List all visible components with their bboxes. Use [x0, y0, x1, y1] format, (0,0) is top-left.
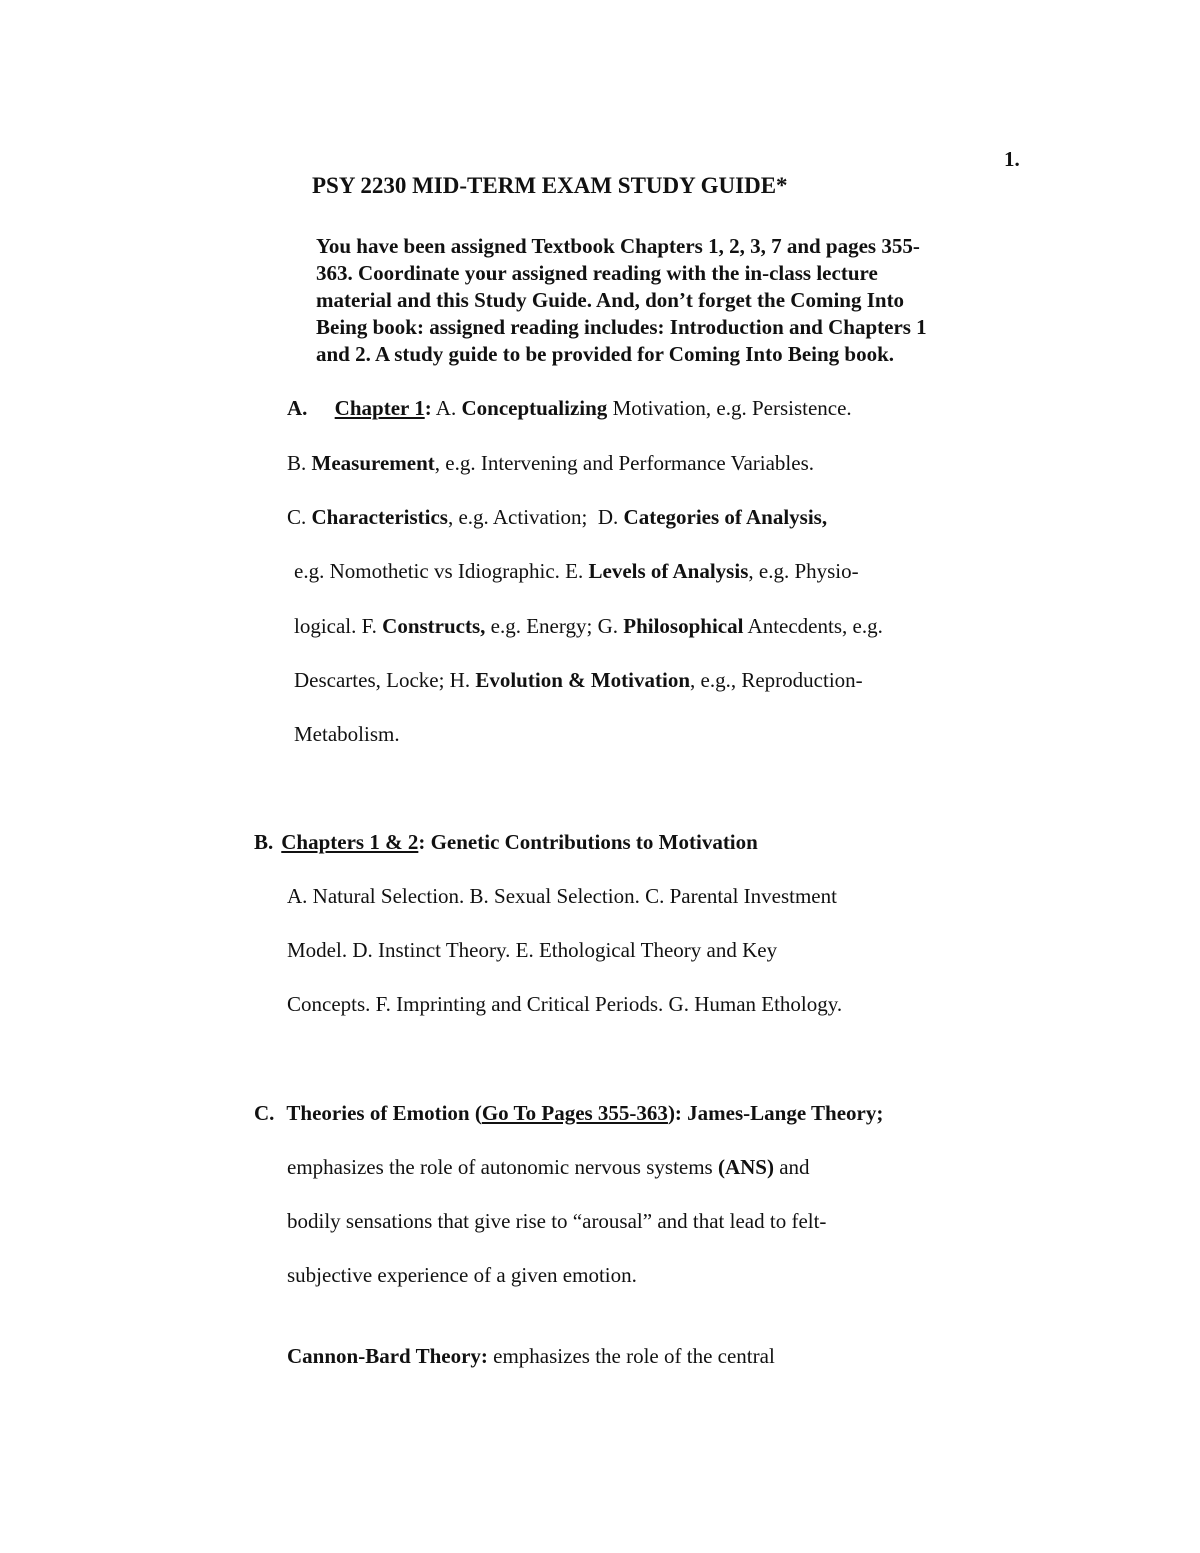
term: Cannon-Bard Theory: — [287, 1344, 488, 1368]
page-title: PSY 2230 MID-TERM EXAM STUDY GUIDE* — [312, 173, 788, 198]
text: , e.g. Activation; D. — [447, 505, 624, 529]
text: A. — [431, 396, 462, 420]
section-a-heading: Chapter 1 — [334, 396, 425, 420]
section-a-line-2 — [287, 450, 814, 476]
section-c-cannon-line — [287, 1343, 775, 1369]
text: Motivation, e.g. Persistence. — [607, 396, 852, 420]
term: Evolution & Motivation — [475, 668, 691, 692]
text: e.g. Nomothetic vs Idiographic. E. — [294, 559, 589, 583]
term: Constructs, — [382, 614, 486, 638]
section-b-heading: Chapters 1 & 2 — [281, 830, 419, 854]
section-b-subtitle: : Genetic Contributions to Motivation — [418, 830, 758, 854]
section-b-heading-line — [254, 829, 758, 855]
text: Antecdents, e.g. — [743, 614, 883, 638]
text: and — [773, 1155, 810, 1179]
section-c-marker: C. — [254, 1101, 275, 1125]
text: B. — [287, 451, 312, 475]
section-c-line-3: subjective experience of a given emotion. — [287, 1263, 637, 1287]
intro-line: 363. Coordinate your assigned reading with the in-class lecture — [316, 261, 878, 285]
section-c-heading: Theories of Emotion ( — [286, 1101, 482, 1125]
section-b-line: Model. D. Instinct Theory. E. Ethological Theory and Key — [287, 938, 778, 962]
section-a-line-7: Metabolism. — [294, 722, 400, 746]
term: Conceptualizing — [461, 396, 608, 420]
term: Characteristics — [311, 505, 448, 529]
intro-line: material and this Study Guide. And, don’t forget the Coming Into — [316, 288, 905, 312]
intro-line: Being book: assigned reading includes: Introduction and Chapters 1 — [316, 315, 927, 339]
text: Descartes, Locke; H. — [294, 668, 476, 692]
term: Philosophical — [623, 614, 744, 638]
section-a-colon: : — [424, 396, 432, 420]
section-c-line-1 — [287, 1154, 810, 1180]
section-a-line-3 — [287, 504, 827, 530]
page-number: 1. — [1004, 147, 1020, 171]
section-c-heading-line — [254, 1100, 883, 1126]
section-c-pages-link: Go To Pages 355-363 — [481, 1101, 668, 1125]
section-c-heading-end: ): James-Lange Theory; — [667, 1101, 884, 1125]
section-a-marker: A. — [287, 396, 308, 420]
term: (ANS) — [717, 1155, 774, 1179]
text: logical. F. — [294, 614, 383, 638]
section-a-line-6 — [294, 667, 863, 693]
text: C. — [287, 505, 312, 529]
section-a-line-5 — [294, 613, 883, 639]
intro-line: and 2. A study guide to be provided for Coming Into Being book. — [316, 342, 895, 366]
section-c-line-2: bodily sensations that give rise to “arousal” and that lead to felt- — [287, 1209, 827, 1233]
text: emphasizes the role of the central — [487, 1344, 775, 1368]
section-a-line-1 — [287, 395, 852, 421]
section-b-line: A. Natural Selection. B. Sexual Selection. C. Parental Investment — [287, 884, 837, 908]
term: Measurement — [311, 451, 435, 475]
section-b-line: Concepts. F. Imprinting and Critical Periods. G. Human Ethology. — [287, 992, 843, 1016]
text: , e.g., Reproduction- — [690, 668, 863, 692]
term: Levels of Analysis — [588, 559, 749, 583]
term: Categories of Analysis — [623, 505, 822, 529]
section-a-line-4 — [294, 558, 859, 584]
text: e.g. Energy; G. — [485, 614, 624, 638]
text: , e.g. Intervening and Performance Variables. — [434, 451, 814, 475]
text: emphasizes the role of autonomic nervous systems — [287, 1155, 718, 1179]
text: , e.g. Physio- — [748, 559, 859, 583]
intro-line: You have been assigned Textbook Chapters 1, 2, 3, 7 and pages 355- — [316, 234, 920, 258]
section-b-marker: B. — [254, 830, 274, 854]
text: , — [821, 505, 828, 529]
